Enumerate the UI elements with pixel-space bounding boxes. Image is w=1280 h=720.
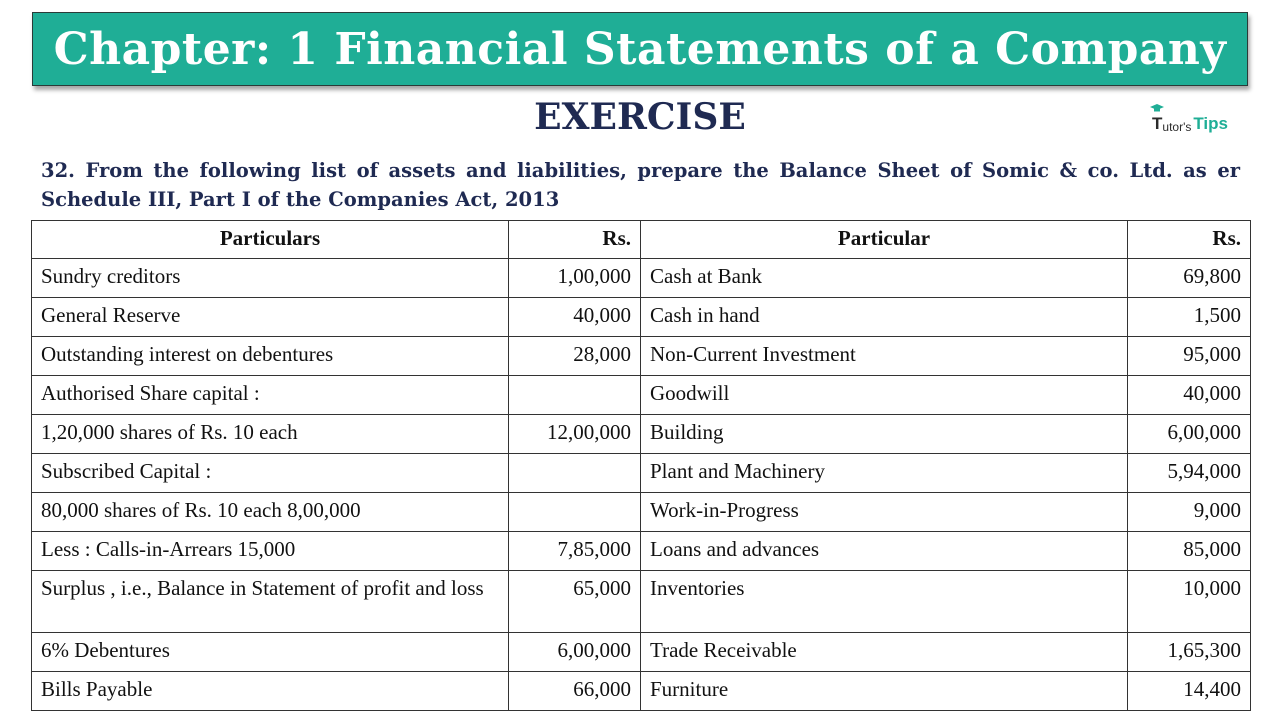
liability-item: 1,20,000 shares of Rs. 10 each xyxy=(32,415,509,454)
liability-item: 80,000 shares of Rs. 10 each 8,00,000 xyxy=(32,493,509,532)
liability-amount xyxy=(509,454,641,493)
asset-item: Cash in hand xyxy=(641,298,1128,337)
liability-amount xyxy=(509,493,641,532)
asset-amount: 1,65,300 xyxy=(1128,633,1251,672)
liability-amount: 12,00,000 xyxy=(509,415,641,454)
balance-items-table xyxy=(31,220,1251,711)
exercise-heading: EXERCISE xyxy=(534,96,746,138)
table-row xyxy=(32,672,1251,711)
logo-letter: T xyxy=(1152,114,1163,133)
logo-word: utor's xyxy=(1162,120,1192,134)
asset-item: Furniture xyxy=(641,672,1128,711)
asset-item: Inventories xyxy=(641,571,1128,633)
asset-amount: 14,400 xyxy=(1128,672,1251,711)
liability-item: Surplus , i.e., Balance in Statement of profit and loss xyxy=(32,571,509,633)
col-header-particulars: Particulars xyxy=(32,221,509,259)
tutors-tips-logo xyxy=(1152,108,1228,134)
table-row xyxy=(32,259,1251,298)
liability-item: General Reserve xyxy=(32,298,509,337)
logo-accent-word: Tips xyxy=(1193,114,1228,133)
asset-amount: 10,000 xyxy=(1128,571,1251,633)
asset-amount: 6,00,000 xyxy=(1128,415,1251,454)
liability-amount: 28,000 xyxy=(509,337,641,376)
liability-amount: 1,00,000 xyxy=(509,259,641,298)
question-text: 32. From the following list of assets and liabilities, prepare the Balance Sheet of Somic & co. Ltd. as er Schedule III, Part I of the Companies Act, 2013 xyxy=(41,159,1240,211)
table-row xyxy=(32,493,1251,532)
asset-item: Trade Receivable xyxy=(641,633,1128,672)
col-header-particular: Particular xyxy=(641,221,1128,259)
liability-amount: 65,000 xyxy=(509,571,641,633)
liability-item: Authorised Share capital : xyxy=(32,376,509,415)
liability-amount: 7,85,000 xyxy=(509,532,641,571)
table-row xyxy=(32,454,1251,493)
liability-amount: 40,000 xyxy=(509,298,641,337)
table-row xyxy=(32,376,1251,415)
asset-amount: 40,000 xyxy=(1128,376,1251,415)
table-row xyxy=(32,532,1251,571)
table-row xyxy=(32,633,1251,672)
liability-item: Bills Payable xyxy=(32,672,509,711)
asset-item: Non-Current Investment xyxy=(641,337,1128,376)
liability-amount xyxy=(509,376,641,415)
asset-amount: 1,500 xyxy=(1128,298,1251,337)
liability-item: Sundry creditors xyxy=(32,259,509,298)
liability-item: Subscribed Capital : xyxy=(32,454,509,493)
liability-item: Less : Calls-in-Arrears 15,000 xyxy=(32,532,509,571)
asset-amount: 9,000 xyxy=(1128,493,1251,532)
col-header-amount-right: Rs. xyxy=(1128,221,1251,259)
asset-item: Loans and advances xyxy=(641,532,1128,571)
asset-item: Cash at Bank xyxy=(641,259,1128,298)
asset-item: Goodwill xyxy=(641,376,1128,415)
asset-amount: 5,94,000 xyxy=(1128,454,1251,493)
table-row xyxy=(32,298,1251,337)
table-row xyxy=(32,571,1251,633)
asset-item: Plant and Machinery xyxy=(641,454,1128,493)
table-row xyxy=(32,415,1251,454)
table-header-row xyxy=(32,221,1251,259)
liability-amount: 6,00,000 xyxy=(509,633,641,672)
liability-amount: 66,000 xyxy=(509,672,641,711)
asset-amount: 69,800 xyxy=(1128,259,1251,298)
asset-item: Work-in-Progress xyxy=(641,493,1128,532)
liability-item: 6% Debentures xyxy=(32,633,509,672)
col-header-amount-left: Rs. xyxy=(509,221,641,259)
liability-item: Outstanding interest on debentures xyxy=(32,337,509,376)
asset-item: Building xyxy=(641,415,1128,454)
chapter-title: Chapter: 1 Financial Statements of a Company xyxy=(53,23,1227,75)
graduation-cap-icon xyxy=(1150,104,1164,112)
asset-amount: 85,000 xyxy=(1128,532,1251,571)
asset-amount: 95,000 xyxy=(1128,337,1251,376)
table-row xyxy=(32,337,1251,376)
chapter-banner xyxy=(32,12,1248,86)
